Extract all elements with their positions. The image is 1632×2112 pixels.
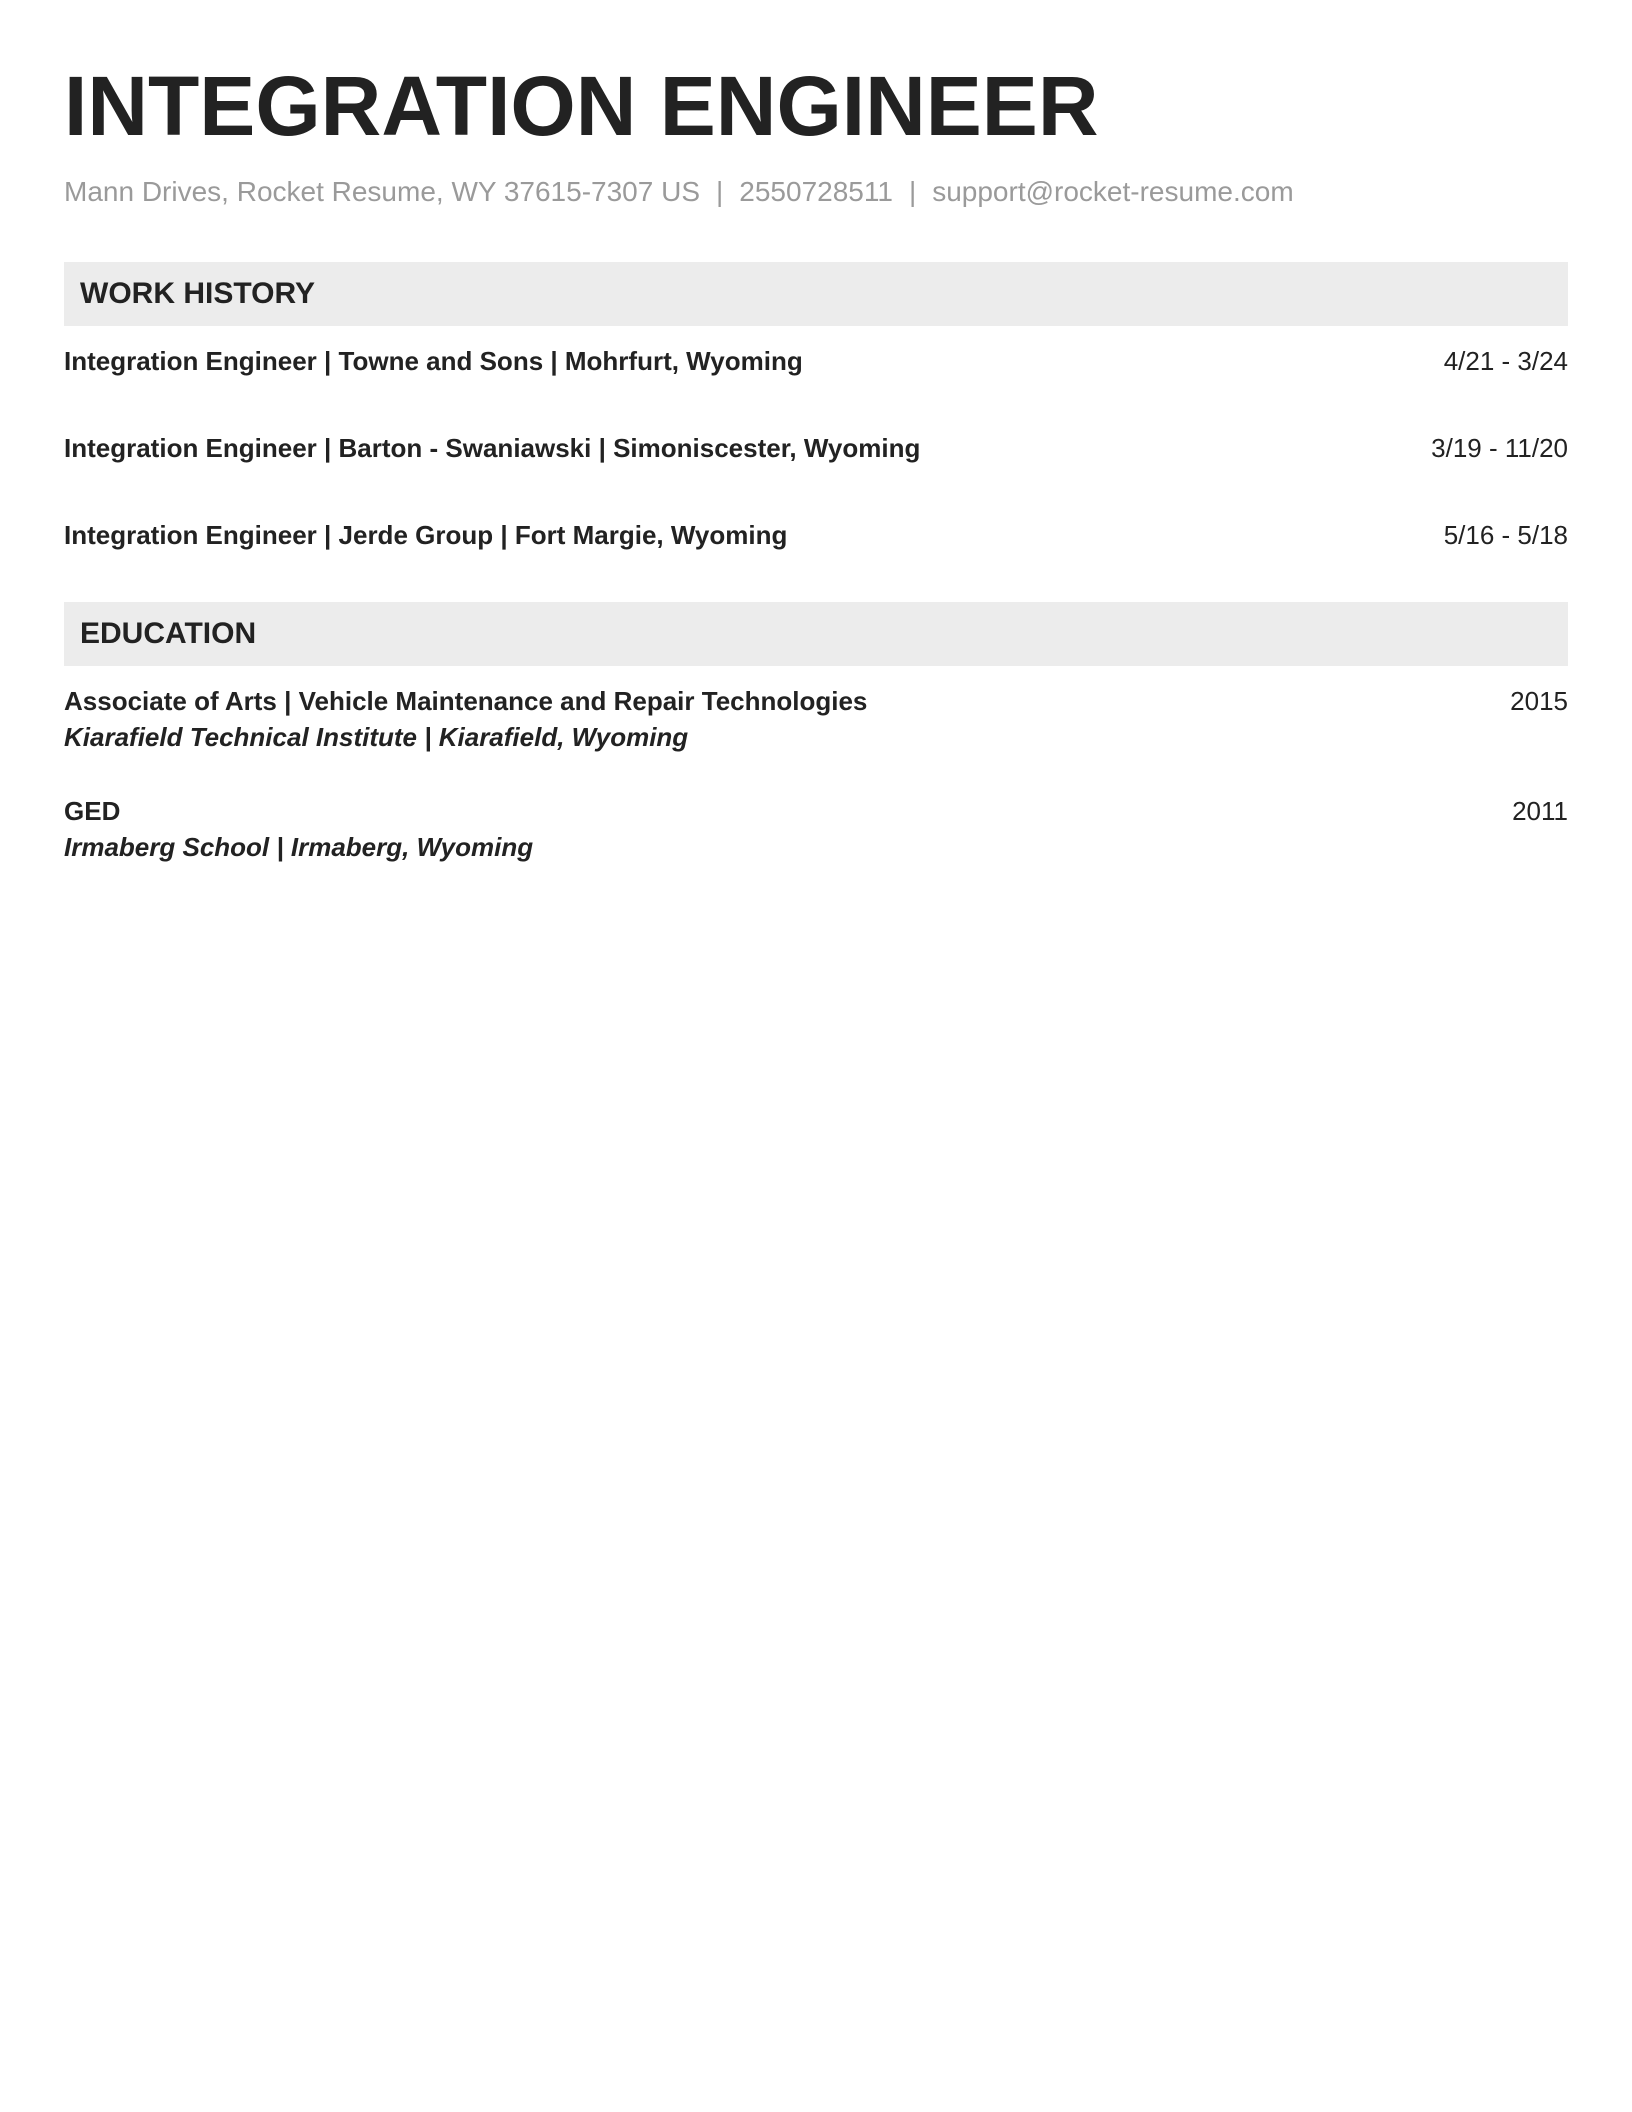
- contact-address: Mann Drives, Rocket Resume, WY 37615-7307 US: [64, 176, 700, 207]
- job-line: Integration Engineer | Barton - Swaniawski | Simoniscester, Wyoming: [64, 433, 921, 463]
- job-line: Integration Engineer | Towne and Sons | Mohrfurt, Wyoming: [64, 346, 803, 376]
- contact-email: support@rocket-resume.com: [932, 176, 1294, 207]
- education-school: Irmaberg School | Irmaberg, Wyoming: [64, 832, 534, 862]
- education-school: Kiarafield Technical Institute | Kiarafield, Wyoming: [64, 722, 689, 752]
- job-entry: [64, 431, 1568, 465]
- job-dates: 3/19 - 11/20: [1431, 433, 1568, 463]
- job-dates: 4/21 - 3/24: [1443, 346, 1568, 376]
- section-header-education: EDUCATION: [64, 602, 1568, 666]
- resume-name: INTEGRATION ENGINEER: [64, 59, 1099, 153]
- education-year: 2015: [1510, 686, 1568, 716]
- section-header-work-history: WORK HISTORY: [64, 262, 1568, 326]
- education-list: [64, 684, 1568, 866]
- job-dates: 5/16 - 5/18: [1443, 520, 1568, 550]
- contact-line: [64, 174, 1568, 210]
- job-line: Integration Engineer | Jerde Group | Fort Margie, Wyoming: [64, 520, 788, 550]
- contact-separator: |: [908, 176, 917, 207]
- education-entry: [64, 684, 1568, 756]
- contact-separator: |: [716, 176, 724, 207]
- education-degree: GED: [64, 796, 121, 826]
- job-entry: [64, 344, 1568, 378]
- contact-phone: 2550728511: [739, 176, 893, 207]
- education-degree: Associate of Arts | Vehicle Maintenance and Repair Technologies: [64, 686, 868, 716]
- education-entry: [64, 794, 1568, 866]
- education-year: 2011: [1512, 796, 1568, 826]
- job-entry: [64, 518, 1568, 552]
- work-history-list: [64, 344, 1568, 552]
